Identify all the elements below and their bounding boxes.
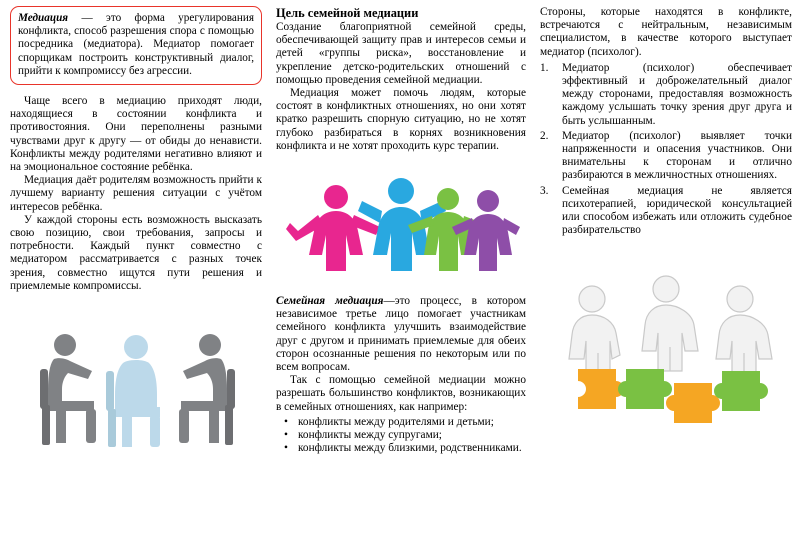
column3-intro: Стороны, которые находятся в конфликте, встречаются с нейтральным, независимым специалистом, в качестве которого выступает медиатор (психолог). xyxy=(540,6,792,58)
column1-paragraph-1: Чаще всего в медиацию приходят люди, находящиеся в состоянии конфликта и противостояния. Они переполнены разными чувствами друг к другу — от обиды до ненависти. Конфликты между родителями негативно влияют и на эмоциональное состояние ребёнка. xyxy=(10,95,262,174)
list-item xyxy=(540,130,792,183)
column2-paragraph-1: Создание благоприятной семейной среды, обеспечивающей защиту прав и интересов семьи и детей «группы риска», восстановление и укрепление детско-родительских отношений с помощью проведения семейной медиации. xyxy=(276,21,526,86)
definition-lead: Семейная медиация xyxy=(276,295,384,308)
list-item xyxy=(276,442,526,455)
list-item xyxy=(276,429,526,442)
puzzle-piece-orange-right xyxy=(666,383,720,423)
puzzle-piece-green-right xyxy=(714,371,768,411)
column2-definition xyxy=(276,295,526,374)
callout-text xyxy=(18,12,254,78)
spacer xyxy=(276,275,526,295)
list-item xyxy=(540,185,792,238)
column2-after-definition: Так с помощью семейной медиации можно разрешать большинство конфликтов, возникающих в семейных отношениях, как например: xyxy=(276,374,526,413)
spacer xyxy=(10,85,262,95)
column-left xyxy=(10,6,262,554)
column1-paragraph-2: Медиация даёт родителям возможность прийти к лучшему варианту решения ситуации с учётом интересов ребёнка. xyxy=(10,174,262,213)
definition-body: —это процесс, в котором независимое третье лицо помогает участникам семейного конфликта улучшить взаимодействие друг с другом и принимать приемлемые для обеих сторон осознанные решения по некоторым или по всем вопросам. xyxy=(276,295,526,374)
column3-numbered-list xyxy=(540,62,792,238)
puzzle-person-left xyxy=(569,286,620,377)
seated-person-left xyxy=(48,334,96,443)
puzzle-figure xyxy=(540,273,792,433)
chain-person-pink xyxy=(286,185,380,271)
list-number: 1. xyxy=(540,61,549,74)
column-right xyxy=(540,6,792,554)
callout-lead: Медиация xyxy=(18,12,69,24)
bullet-icon: • xyxy=(284,429,288,442)
column2-heading: Цель семейной медиации xyxy=(276,6,419,20)
list-number: 3. xyxy=(540,184,549,197)
bullet-icon: • xyxy=(284,415,288,428)
discussion-figure xyxy=(10,323,262,453)
definition-callout xyxy=(10,6,262,85)
column2-bullet-list xyxy=(276,416,526,456)
list-item xyxy=(276,416,526,429)
puzzle-piece-orange-left xyxy=(578,369,624,409)
puzzle-piece-green-center xyxy=(618,369,672,409)
puzzle-person-right xyxy=(716,286,772,377)
bullet-icon: • xyxy=(284,442,288,455)
callout-body: — это форма урегулирования конфликта, способ разрешения спора с помощью посредника (медиатора). Медиатор помогает спорщикам построить конструктивный диалог, прийти к компромиссу без агрессии. xyxy=(18,12,254,77)
list-text: Семейная медиация не является психотерапией, юридической консультацией или способом избежать или отложить судебное разбирательство xyxy=(562,184,792,237)
column2-paragraph-2: Медиация может помочь людям, которые состоят в конфликтных отношениях, но они хотят кратко разрешить спорную ситуацию, но не хотят глубоко разбираться в корнях возникновения конфликта и не хотят проходить курс терапии. xyxy=(276,87,526,152)
bullet-text: конфликты между супругами; xyxy=(298,429,442,442)
column1-paragraph-3: У каждой стороны есть возможность высказать свою позицию, свои требования, запросы и потребности. Каждый пункт совместно с медиатором рассматривается с разных точек зрения, совместно ищутся пути решения и приемлемые компромиссы. xyxy=(10,213,262,292)
chair-center xyxy=(106,371,116,447)
seated-person-center xyxy=(115,335,160,447)
bullet-text: конфликты между родителями и детьми; xyxy=(298,415,494,428)
list-item xyxy=(540,62,792,128)
list-text: Медиатор (психолог) выявляет точки напряженности и опасения участников. Они внимательны к сторонам и отлично разбираются в межличностных отношениях. xyxy=(562,129,792,182)
bullet-text: конфликты между близкими, родственниками. xyxy=(298,442,522,455)
seated-person-right xyxy=(179,334,227,443)
chain-person-purple xyxy=(452,190,520,271)
list-number: 2. xyxy=(540,129,549,142)
column-center xyxy=(276,6,526,554)
list-text: Медиатор (психолог) обеспечивает эффективный и доброжелательный диалог между сторонами, предоставляя возможность каждому услышать точку зрения друг друга и быть услышанным. xyxy=(562,61,792,127)
people-chain-figure xyxy=(276,175,526,275)
puzzle-person-center xyxy=(642,276,698,371)
